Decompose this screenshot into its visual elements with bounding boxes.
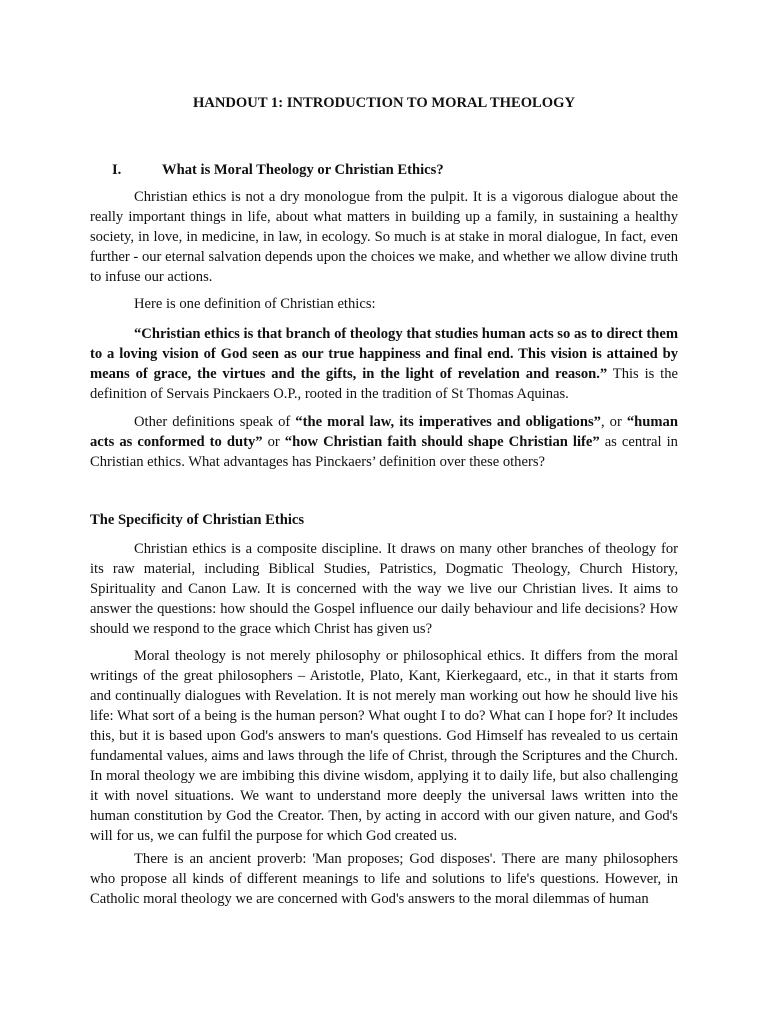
text-run: Other definitions speak of [134, 414, 296, 430]
section-1-title: What is Moral Theology or Christian Ethics? [162, 162, 444, 178]
section-1-heading [112, 160, 444, 180]
section-1-definition-paragraph [90, 324, 678, 404]
section-1-paragraph-4 [90, 412, 678, 472]
text-run: , or [600, 414, 627, 430]
quote-duty: “human acts as conformed to duty” [90, 414, 678, 450]
paragraph-text: Christian ethics is not a dry monologue from the pulpit. It is a vigorous dialogue about the really important things in life, about what matters in building up a family, in sustaining a healthy society, in love, in medicine, in law, in ecology. So much is at stake in moral dialogue, In fact, even further - our eternal salvation depends upon the choices we make, and whether we allow divine truth to infuse our actions. [90, 189, 678, 285]
section-1-paragraph-1 [90, 187, 678, 287]
section-2-paragraph-1 [90, 539, 678, 639]
paragraph-text: There is an ancient proverb: 'Man proposes; God disposes'. There are many philosophers who propose all kinds of different meanings to life and solutions to life's questions. However, in Catholic moral theology we are concerned with God's answers to the moral dilemmas of human [90, 851, 678, 907]
text-run: as central in Christian ethics. What advantages has Pinckaers’ definition over these others? [90, 434, 678, 470]
quote-christian-life: “how Christian faith should shape Christian life” [284, 434, 600, 450]
definition-text [90, 324, 678, 404]
section-2-paragraph-2 [90, 646, 678, 846]
section-2-heading: The Specificity of Christian Ethics [90, 512, 305, 528]
text-run: or [262, 434, 285, 450]
definition-quote: “Christian ethics is that branch of theology that studies human acts so as to direct them to a loving vision of God seen as our true happiness and final end. This vision is attained by means of grace, the virtues and the gifts, in the light of revelation and reason.” [90, 326, 678, 382]
section-1-paragraph-2 [90, 294, 678, 314]
paragraph-text [90, 412, 678, 472]
paragraph-text: Christian ethics is a composite discipline. It draws on many other branches of theology for its raw material, including Biblical Studies, Patristics, Dogmatic Theology, Church History, Spirituality and Canon Law. It is concerned with the way we live our Christian lives. It aims to answer the questions: how should the Gospel influence our daily behaviour and life decisions? How should we respond to the grace which Christ has given us? [90, 541, 678, 637]
document-title: HANDOUT 1: INTRODUCTION TO MORAL THEOLOGY [192, 95, 576, 111]
section-1-number: I. [112, 162, 122, 178]
definition-attribution: This is the definition of Servais Pinckaers O.P., rooted in the tradition of St Thomas Aquinas. [90, 366, 678, 402]
paragraph-text: Here is one definition of Christian ethics: [134, 296, 376, 312]
quote-moral-law: “the moral law, its imperatives and obligations” [295, 414, 601, 430]
section-2-paragraph-3 [90, 849, 678, 909]
paragraph-text: Moral theology is not merely philosophy or philosophical ethics. It differs from the moral writings of the great philosophers – Aristotle, Plato, Kant, Kierkegaard, etc., in that it starts from and continually dialogues with Revelation. It is not merely man working out how he should live his life: What sort of a being is the human person? What ought I to do? What can I hope for? It includes this, but it is based upon God's answers to man's questions. God Himself has revealed to us certain fundamental values, aims and laws through the life of Christ, through the Scriptures and the Church. In moral theology we are imbibing this divine wisdom, applying it to daily life, but also challenging it with novel situations. We want to understand more deeply the universal laws written into the human constitution by God the Creator. Then, by acting in accord with our given nature, and God's will for us, we can fulfil the purpose for which God created us. [90, 648, 678, 844]
